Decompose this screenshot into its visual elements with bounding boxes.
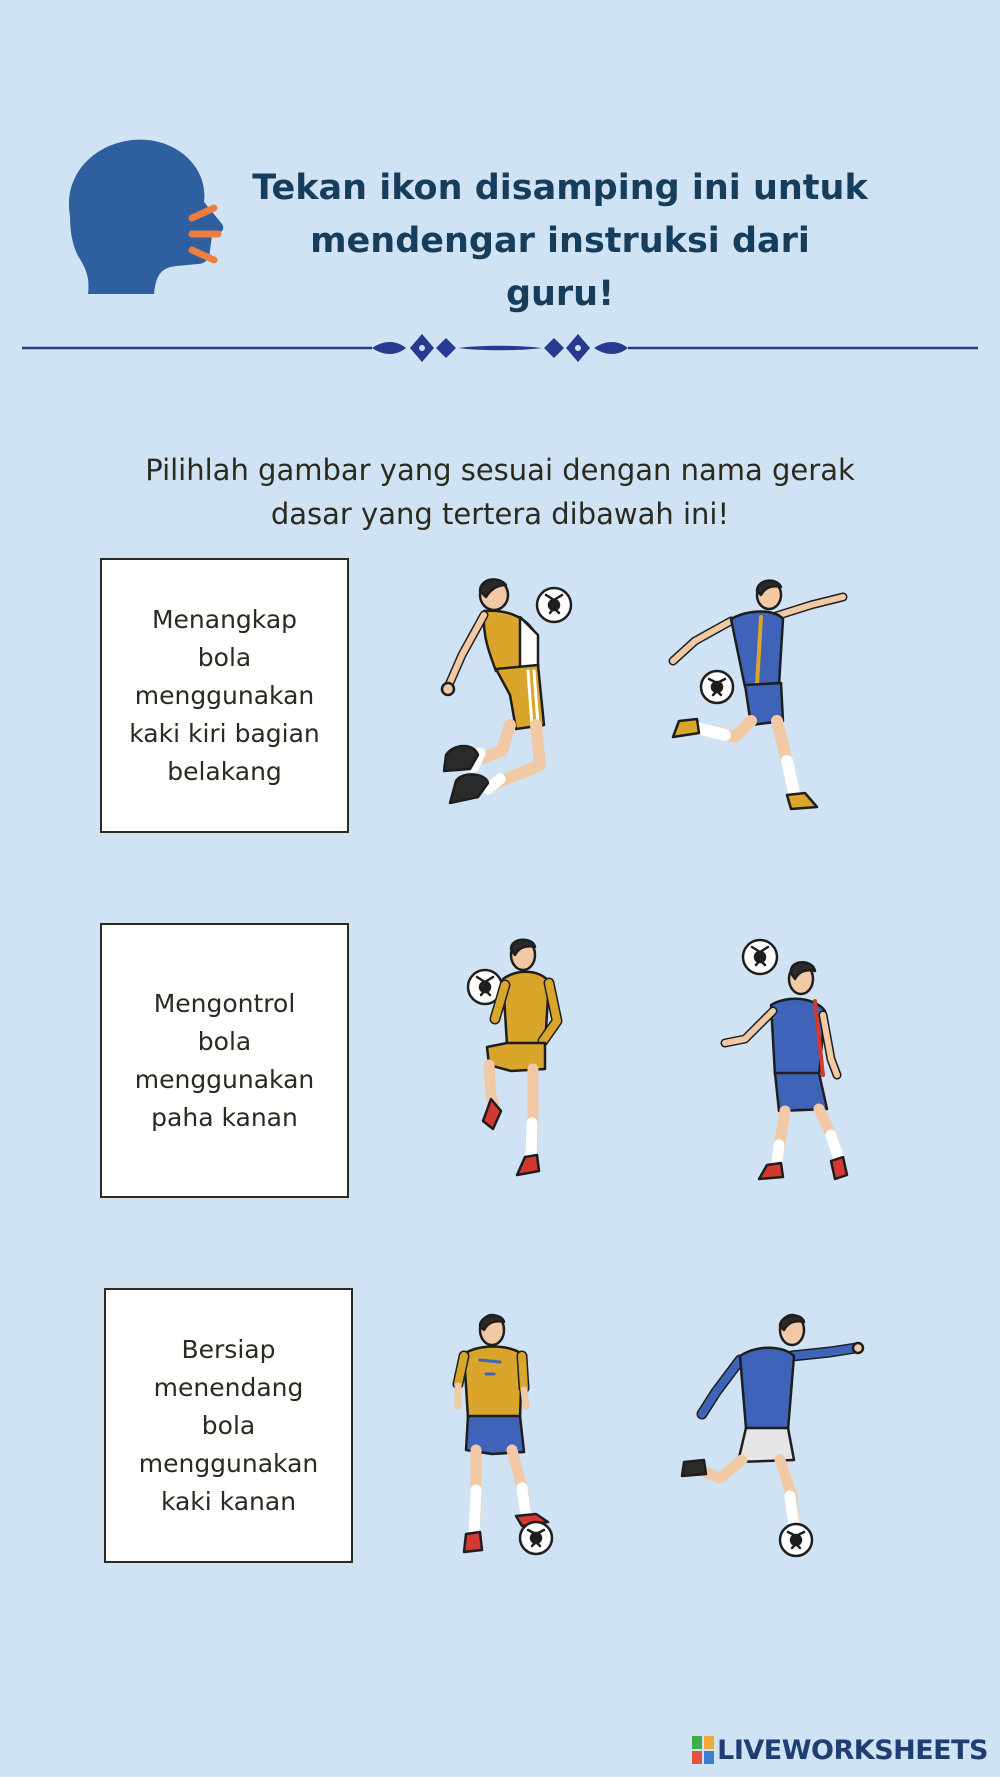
ornamental-divider: [22, 328, 978, 368]
question-2-choice-b-header-player[interactable]: [715, 935, 850, 1185]
question-1-line: menggunakan: [134, 680, 315, 710]
header-title-line-1: Tekan ikon disamping ini untuk: [252, 168, 868, 208]
question-3-line: bola: [201, 1410, 256, 1440]
question-1-choice-a-chest-trap-player[interactable]: [440, 575, 585, 815]
liveworksheets-logo: [692, 1732, 988, 1768]
liveworksheets-mark-icon: [692, 1736, 714, 1764]
question-1-choice-b-back-heel-player[interactable]: [665, 575, 855, 815]
question-3-line: kaki kanan: [160, 1486, 297, 1516]
question-1-line: bola: [197, 642, 252, 672]
instruction-line-1: Pilihlah gambar yang sesuai dengan nama gerak: [145, 453, 855, 487]
question-3-choice-a-foot-on-ball-player[interactable]: [450, 1310, 570, 1560]
question-1-line: belakang: [167, 756, 282, 786]
question-2-label-box: [100, 923, 349, 1198]
question-3-label-box: [104, 1288, 353, 1563]
question-1-label-box: [100, 558, 349, 833]
instruction-text: [100, 448, 900, 536]
question-1-line: kaki kiri bagian: [129, 718, 320, 748]
question-2-line: menggunakan: [134, 1064, 315, 1094]
header-title-line-2: mendengar instruksi dari guru!: [310, 221, 810, 314]
question-1-line: Menangkap: [151, 604, 298, 634]
speaking-head-icon[interactable]: [58, 132, 228, 297]
question-3-line: menendang: [153, 1372, 304, 1402]
question-3-line: menggunakan: [138, 1448, 319, 1478]
question-2-line: Mengontrol: [153, 988, 296, 1018]
question-2-line: paha kanan: [151, 1102, 298, 1132]
header-title: [250, 162, 870, 321]
question-3-choice-b-kick-player[interactable]: [680, 1310, 865, 1560]
instruction-line-2: dasar yang tertera dibawah ini!: [270, 497, 730, 531]
liveworksheets-logo-text: LIVEWORKSHEETS: [717, 1734, 988, 1766]
question-2-line: bola: [197, 1026, 252, 1056]
question-3-line: Bersiap: [181, 1334, 276, 1364]
question-2-choice-a-thigh-control-player[interactable]: [465, 935, 575, 1185]
